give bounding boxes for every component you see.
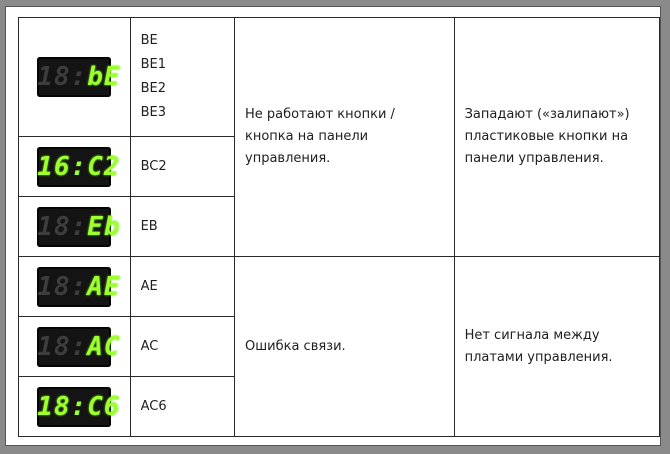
display-cell	[19, 18, 131, 137]
table-row	[19, 257, 660, 317]
lcd-digits-left: 18	[37, 391, 71, 422]
error-code: BE2	[140, 81, 166, 96]
lcd-digits-right: AC	[87, 331, 121, 362]
error-code: AC	[140, 338, 159, 354]
lcd-display-icon: 18:bE	[37, 57, 111, 97]
error-code: BC2	[140, 158, 167, 174]
table-row	[19, 18, 660, 137]
display-cell	[19, 257, 131, 317]
code-cell	[130, 257, 234, 317]
lcd-digits-left: 16	[37, 151, 71, 182]
lcd-digits-left: 18	[37, 62, 71, 92]
code-cell	[130, 377, 234, 437]
lcd-display-icon: 18:AE	[37, 267, 111, 307]
lcd-digits-right: C6	[87, 391, 121, 422]
description-cell	[235, 18, 455, 257]
code-cell	[130, 18, 234, 137]
error-code: AC6	[140, 398, 167, 414]
error-code: BE3	[140, 105, 166, 120]
display-cell	[19, 317, 131, 377]
lcd-display-icon: 18:C6	[37, 387, 111, 427]
display-cell	[19, 197, 131, 257]
error-code: AE	[140, 278, 158, 294]
description-text: Ошибка связи.	[245, 338, 346, 354]
display-cell	[19, 377, 131, 437]
lcd-digits-left: 18	[37, 271, 71, 302]
lcd-digits-left: 18	[37, 331, 71, 362]
lcd-digits-right: C2	[87, 151, 121, 182]
code-cell	[130, 197, 234, 257]
error-code: BE1	[140, 57, 166, 72]
display-cell	[19, 137, 131, 197]
cause-cell	[454, 18, 659, 257]
lcd-display-icon: 18:AC	[37, 327, 111, 367]
lcd-digits-right: AE	[87, 271, 121, 302]
lcd-display-icon: 16:C2	[37, 147, 111, 187]
lcd-digits-right: bE	[87, 62, 121, 92]
description-cell	[235, 257, 455, 437]
code-cell	[130, 317, 234, 377]
error-code: EB	[140, 218, 158, 234]
lcd-digits-left: 18	[37, 211, 71, 242]
error-code-table	[18, 17, 660, 437]
cause-cell	[454, 257, 659, 437]
lcd-digits-right: Eb	[87, 211, 121, 242]
cause-text: Западают («залипают») пластиковые кнопки на панели управления.	[464, 107, 630, 166]
error-code-table-frame	[5, 6, 661, 446]
error-code: BE	[140, 33, 158, 48]
lcd-display-icon: 18:Eb	[37, 207, 111, 247]
description-text: Не работают кнопки / кнопка на панели управления.	[245, 107, 395, 166]
cause-text: Нет сигнала между платами управления.	[464, 327, 613, 365]
code-cell	[130, 137, 234, 197]
